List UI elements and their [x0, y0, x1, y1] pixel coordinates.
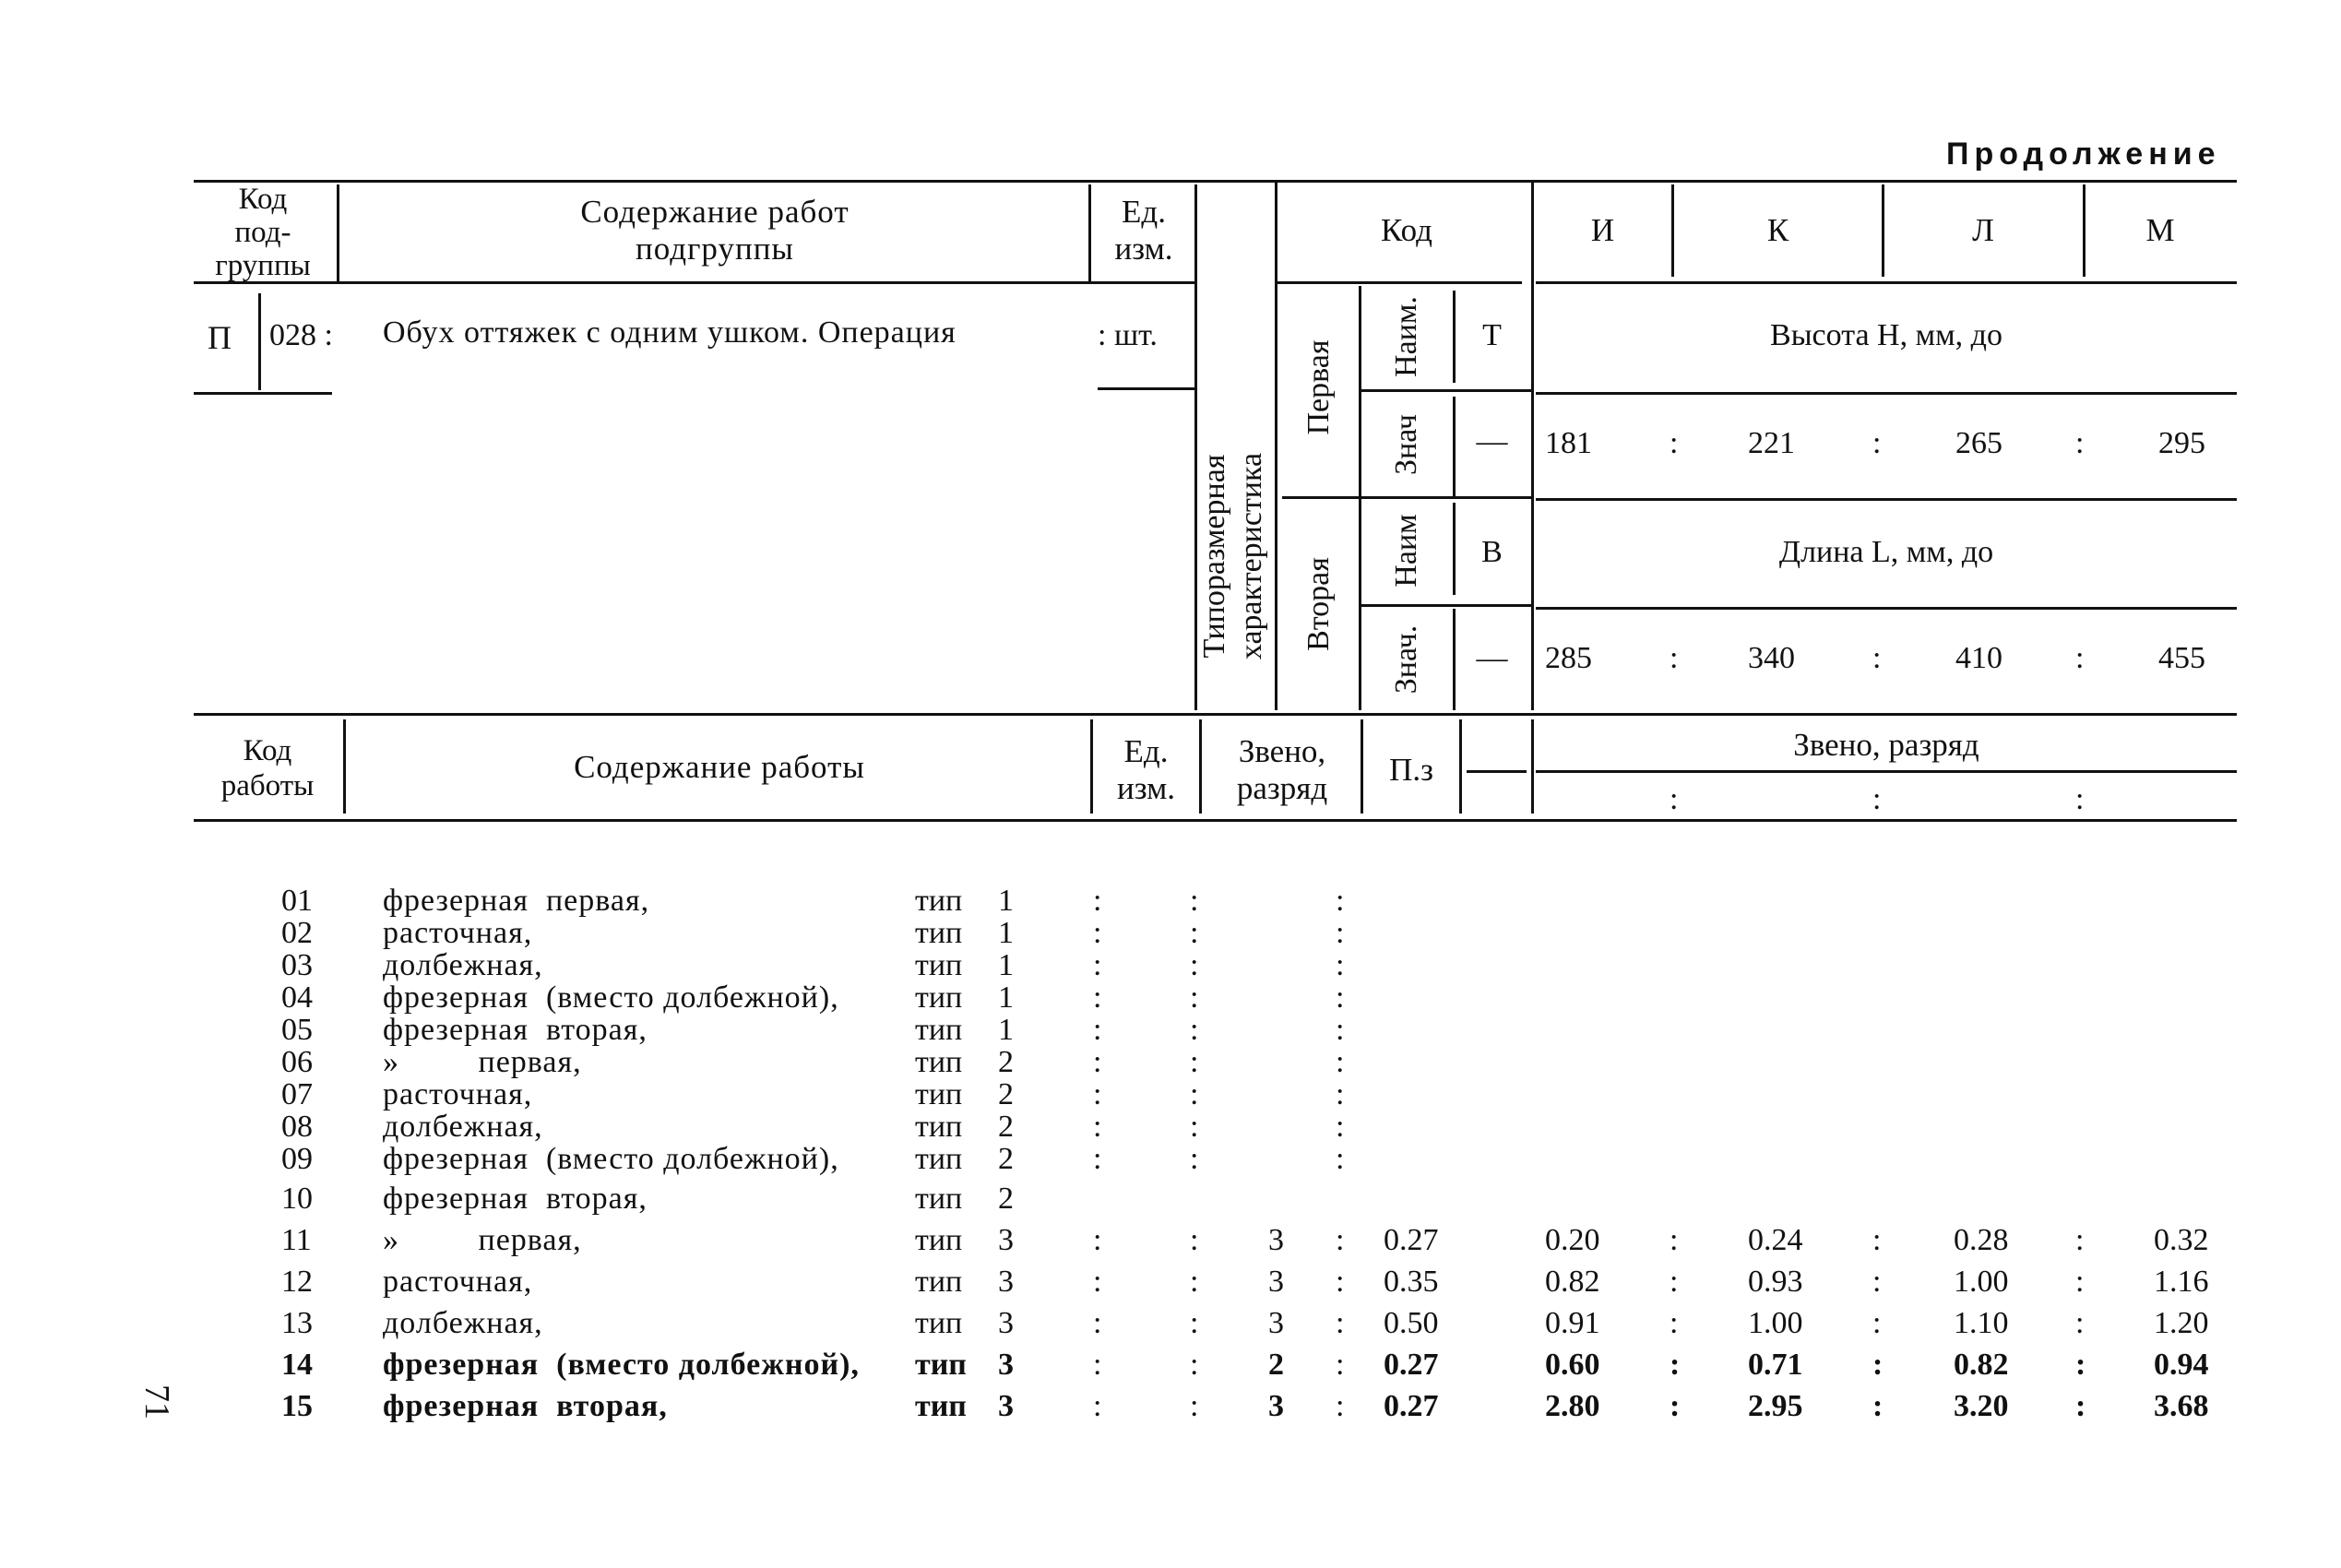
- characteristic-name1: Наим.: [1389, 296, 1423, 377]
- work-code: 12: [281, 1265, 313, 1299]
- colon: :: [1093, 1348, 1102, 1382]
- colon: :: [1336, 1265, 1345, 1299]
- characteristic-value2: Знач.: [1389, 624, 1423, 695]
- work-type: тип: [915, 1013, 963, 1047]
- colon: :: [1093, 980, 1102, 1015]
- divider: [1088, 184, 1091, 281]
- work-description: фрезерная (вместо долбежной),: [383, 1142, 839, 1176]
- colon: :: [2075, 782, 2085, 816]
- work-description: фрезерная вторая,: [383, 1389, 668, 1423]
- pz-value: 0.27: [1384, 1223, 1439, 1257]
- colon: :: [1670, 1348, 1681, 1382]
- length-title: Длина L, мм, до: [1778, 535, 1994, 569]
- work-code: 07: [281, 1077, 313, 1111]
- pz-value: 0.50: [1384, 1306, 1439, 1340]
- colon: :: [1336, 1306, 1345, 1340]
- colon: :: [1670, 641, 1679, 675]
- header-col-k: К: [1766, 212, 1789, 248]
- norm-value: 1.10: [1954, 1306, 2009, 1340]
- colon: :: [2075, 426, 2085, 460]
- colon: :: [1336, 1077, 1345, 1111]
- divider: [258, 293, 261, 390]
- colon: :: [2075, 641, 2085, 675]
- work-type-number: 1: [998, 884, 1014, 918]
- colon: :: [2075, 1265, 2085, 1299]
- lower-header-mid-short: [1467, 770, 1527, 773]
- norm-value: 0.82: [1954, 1348, 2009, 1382]
- dash-2: —: [1476, 641, 1508, 675]
- header-work-content: Содержание работы: [574, 749, 865, 785]
- lower-header-mid: [1536, 770, 2237, 773]
- characteristic-name2: Наим: [1389, 514, 1423, 588]
- colon: :: [1190, 1142, 1199, 1176]
- work-type-number: 3: [998, 1223, 1014, 1257]
- norm-value: 0.91: [1545, 1306, 1600, 1340]
- colon: :: [1872, 1223, 1882, 1257]
- divider: [1536, 498, 2237, 501]
- colon: :: [1336, 916, 1345, 950]
- work-type: тип: [915, 1182, 963, 1216]
- divider: [1531, 719, 1534, 814]
- work-code: 06: [281, 1045, 313, 1079]
- colon: :: [1670, 1265, 1679, 1299]
- colon: :: [1190, 1223, 1199, 1257]
- norm-value: 2.95: [1748, 1389, 1803, 1423]
- colon: :: [1336, 884, 1345, 918]
- norm-value: 1.00: [1954, 1265, 2009, 1299]
- height-value-l: 265: [1955, 426, 2002, 460]
- divider: [1282, 496, 1531, 499]
- work-type-number: 3: [998, 1265, 1014, 1299]
- header-work-unit: Ед. изм.: [1117, 733, 1175, 806]
- work-type-number: 2: [998, 1142, 1014, 1176]
- unit-underline: [1098, 387, 1194, 390]
- header-col-i: И: [1590, 212, 1615, 248]
- work-type-number: 1: [998, 948, 1014, 982]
- work-description: расточная,: [383, 1265, 533, 1299]
- work-type-number: 1: [998, 1013, 1014, 1047]
- work-type-number: 2: [998, 1045, 1014, 1079]
- work-code: 13: [281, 1306, 313, 1340]
- length-value-l: 410: [1955, 641, 2002, 675]
- table-row: [0, 1262, 2341, 1302]
- colon: :: [1670, 1389, 1681, 1423]
- work-code: 10: [281, 1182, 313, 1216]
- table-row: [0, 1139, 2341, 1180]
- code-t: Т: [1482, 318, 1502, 352]
- work-code: 02: [281, 916, 313, 950]
- header-col-l: Л: [1972, 212, 1994, 248]
- colon: :: [1093, 1110, 1102, 1144]
- colon: :: [1190, 1013, 1199, 1047]
- colon: :: [1093, 1142, 1102, 1176]
- work-code: 04: [281, 980, 313, 1015]
- table-row: [0, 1386, 2341, 1427]
- work-type: тип: [915, 1306, 963, 1340]
- height-value-i: 181: [1545, 426, 1592, 460]
- work-description: фрезерная вторая,: [383, 1013, 648, 1047]
- divider: [1459, 719, 1462, 814]
- norm-value: 0.82: [1545, 1265, 1600, 1299]
- colon: :: [1670, 1223, 1679, 1257]
- work-code: 15: [281, 1389, 313, 1423]
- characteristic-first: Первая: [1301, 339, 1336, 435]
- colon: :: [1093, 1045, 1102, 1079]
- norm-value: 0.94: [2154, 1348, 2209, 1382]
- work-type-number: 3: [998, 1389, 1014, 1423]
- colon: :: [1670, 1306, 1679, 1340]
- norm-value: 0.20: [1545, 1223, 1600, 1257]
- work-description: расточная,: [383, 916, 533, 950]
- divider: [337, 184, 339, 281]
- work-type: тип: [915, 948, 963, 982]
- colon: :: [1336, 1110, 1345, 1144]
- pz-value: 0.27: [1384, 1348, 1439, 1382]
- norm-value: 0.60: [1545, 1348, 1600, 1382]
- colon: :: [1872, 641, 1882, 675]
- work-type: тип: [915, 1265, 963, 1299]
- colon: :: [1336, 1142, 1345, 1176]
- work-description: расточная,: [383, 1077, 533, 1111]
- characteristic-value1: Знач: [1389, 413, 1423, 476]
- norm-value: 1.00: [1748, 1306, 1803, 1340]
- colon: :: [1872, 1306, 1882, 1340]
- norm-value: 0.24: [1748, 1223, 1803, 1257]
- colon: :: [1336, 980, 1345, 1015]
- work-type: тип: [915, 1045, 963, 1079]
- colon: :: [1190, 1389, 1199, 1423]
- colon: :: [1670, 782, 1679, 816]
- work-description: долбежная,: [383, 948, 543, 982]
- work-type-number: 1: [998, 916, 1014, 950]
- work-type-number: 2: [998, 1077, 1014, 1111]
- colon: :: [1093, 1077, 1102, 1111]
- work-type: тип: [915, 1348, 967, 1382]
- crew-grade: 2: [1268, 1348, 1284, 1382]
- colon: :: [1872, 1389, 1883, 1423]
- height-value-m: 295: [2158, 426, 2205, 460]
- norm-value: 0.93: [1748, 1265, 1803, 1299]
- colon: :: [1093, 1265, 1102, 1299]
- colon: :: [1872, 782, 1882, 816]
- work-description: фрезерная первая,: [383, 884, 650, 918]
- work-description: долбежная,: [383, 1110, 543, 1144]
- lower-header-bottom: [194, 819, 2237, 822]
- colon: :: [2075, 1223, 2085, 1257]
- divider: [1361, 604, 1531, 607]
- length-value-k: 340: [1748, 641, 1795, 675]
- work-code: 14: [281, 1348, 313, 1382]
- colon: :: [1336, 1348, 1345, 1382]
- divider: [1536, 607, 2237, 610]
- colon: :: [1872, 1348, 1883, 1382]
- work-type-number: 3: [998, 1306, 1014, 1340]
- colon: :: [2075, 1306, 2085, 1340]
- code-b: В: [1481, 535, 1503, 569]
- colon: :: [1336, 1223, 1345, 1257]
- work-type: тип: [915, 1223, 963, 1257]
- divider: [1199, 719, 1202, 814]
- colon: :: [1190, 1110, 1199, 1144]
- colon: :: [1190, 1348, 1199, 1382]
- crew-grade: 3: [1268, 1265, 1284, 1299]
- table-row: [0, 1303, 2341, 1344]
- colon: :: [1336, 1013, 1345, 1047]
- colon: :: [1190, 980, 1199, 1015]
- header-unit: Ед. изм.: [1114, 194, 1173, 267]
- continuation-label: Продолжение: [1946, 137, 2221, 172]
- divider: [343, 719, 346, 814]
- colon: :: [1872, 1265, 1882, 1299]
- colon: :: [1093, 1013, 1102, 1047]
- header-subgroup-content: Содержание работ подгруппы: [580, 194, 850, 267]
- work-code: 05: [281, 1013, 313, 1047]
- colon: :: [1093, 884, 1102, 918]
- header-col-m: М: [2145, 212, 2175, 248]
- work-description: фрезерная вторая,: [383, 1182, 648, 1216]
- norm-value: 0.71: [1748, 1348, 1803, 1382]
- work-code: 08: [281, 1110, 313, 1144]
- pz-value: 0.27: [1384, 1389, 1439, 1423]
- work-code: 01: [281, 884, 313, 918]
- norm-value: 0.28: [1954, 1223, 2009, 1257]
- divider: [1882, 184, 1884, 277]
- subgroup-number: 028 :: [269, 318, 333, 352]
- colon: :: [1190, 1045, 1199, 1079]
- work-description: » первая,: [383, 1045, 582, 1079]
- work-code: 09: [281, 1142, 313, 1176]
- colon: :: [1190, 1077, 1199, 1111]
- lower-header-top: [194, 713, 2237, 716]
- table-top-border: [194, 180, 2237, 183]
- norm-value: 1.16: [2154, 1265, 2209, 1299]
- divider: [1453, 397, 1456, 498]
- colon: :: [2075, 1389, 2086, 1423]
- colon: :: [1336, 1389, 1345, 1423]
- characteristic-second: Вторая: [1301, 557, 1336, 651]
- table-row: [0, 1220, 2341, 1261]
- divider: [2083, 184, 2086, 277]
- norm-value: 3.20: [1954, 1389, 2009, 1423]
- crew-grade: 3: [1268, 1223, 1284, 1257]
- work-code: 03: [281, 948, 313, 982]
- divider: [1453, 609, 1456, 710]
- page-number: 71: [137, 1384, 176, 1420]
- colon: :: [1093, 1223, 1102, 1257]
- header-crew: Звено, разряд: [1236, 733, 1328, 806]
- length-value-i: 285: [1545, 641, 1592, 675]
- colon: :: [1190, 884, 1199, 918]
- header-bottom-rule-right: [1536, 281, 2237, 284]
- work-type-number: 3: [998, 1348, 1014, 1382]
- crew-grade: 3: [1268, 1389, 1284, 1423]
- norm-value: 1.20: [2154, 1306, 2209, 1340]
- work-type: тип: [915, 1110, 963, 1144]
- work-type-number: 1: [998, 980, 1014, 1015]
- norm-value: 0.32: [2154, 1223, 2209, 1257]
- colon: :: [1872, 426, 1882, 460]
- colon: :: [2075, 1348, 2086, 1382]
- divider: [1531, 180, 1534, 710]
- colon: :: [1336, 948, 1345, 982]
- header-pz: П.з: [1389, 752, 1433, 788]
- work-type: тип: [915, 916, 963, 950]
- colon: :: [1093, 1389, 1102, 1423]
- crew-grade: 3: [1268, 1306, 1284, 1340]
- header-bottom-rule-code: [1277, 281, 1522, 284]
- work-description: долбежная,: [383, 1306, 543, 1340]
- height-value-k: 221: [1748, 426, 1795, 460]
- work-type-number: 2: [998, 1182, 1014, 1216]
- colon: :: [1190, 1306, 1199, 1340]
- table-row: [0, 1179, 2341, 1219]
- colon: :: [1190, 1265, 1199, 1299]
- work-type: тип: [915, 1389, 967, 1423]
- colon: :: [1336, 1045, 1345, 1079]
- characteristic-label: Типоразмерная характеристика: [1197, 452, 1268, 660]
- header-code: Код: [1381, 212, 1432, 248]
- divider: [1536, 392, 2237, 395]
- height-title: Высота H, мм, до: [1770, 318, 2002, 352]
- subgroup-unit: : шт.: [1098, 318, 1158, 352]
- work-description: » первая,: [383, 1223, 582, 1257]
- subgroup-letter: П: [208, 319, 232, 356]
- work-description: фрезерная (вместо долбежной),: [383, 980, 839, 1015]
- work-description: фрезерная (вместо долбежной),: [383, 1348, 860, 1382]
- header-crew-grade: Звено, разряд: [1793, 727, 1979, 763]
- header-group-code: Код под- группы: [215, 183, 311, 282]
- subgroup-content: Обух оттяжек с одним ушком. Операция: [383, 315, 957, 350]
- divider: [1453, 503, 1456, 595]
- work-type: тип: [915, 980, 963, 1015]
- colon: :: [1093, 916, 1102, 950]
- colon: :: [1093, 1306, 1102, 1340]
- dash-1: —: [1476, 424, 1508, 458]
- colon: :: [1190, 948, 1199, 982]
- table-row: [0, 1345, 2341, 1385]
- colon: :: [1093, 948, 1102, 982]
- colon: :: [1190, 916, 1199, 950]
- divider: [1453, 291, 1456, 383]
- header-bottom-rule-left: [194, 281, 1194, 284]
- header-work-code: Код работы: [220, 734, 315, 802]
- work-type: тип: [915, 1142, 963, 1176]
- subgroup-underline: [194, 392, 332, 395]
- work-type: тип: [915, 1077, 963, 1111]
- norm-value: 3.68: [2154, 1389, 2209, 1423]
- norm-value: 2.80: [1545, 1389, 1600, 1423]
- pz-value: 0.35: [1384, 1265, 1439, 1299]
- length-value-m: 455: [2158, 641, 2205, 675]
- colon: :: [1670, 426, 1679, 460]
- work-type-number: 2: [998, 1110, 1014, 1144]
- divider: [1361, 389, 1531, 392]
- work-code: 11: [281, 1223, 312, 1257]
- work-type: тип: [915, 884, 963, 918]
